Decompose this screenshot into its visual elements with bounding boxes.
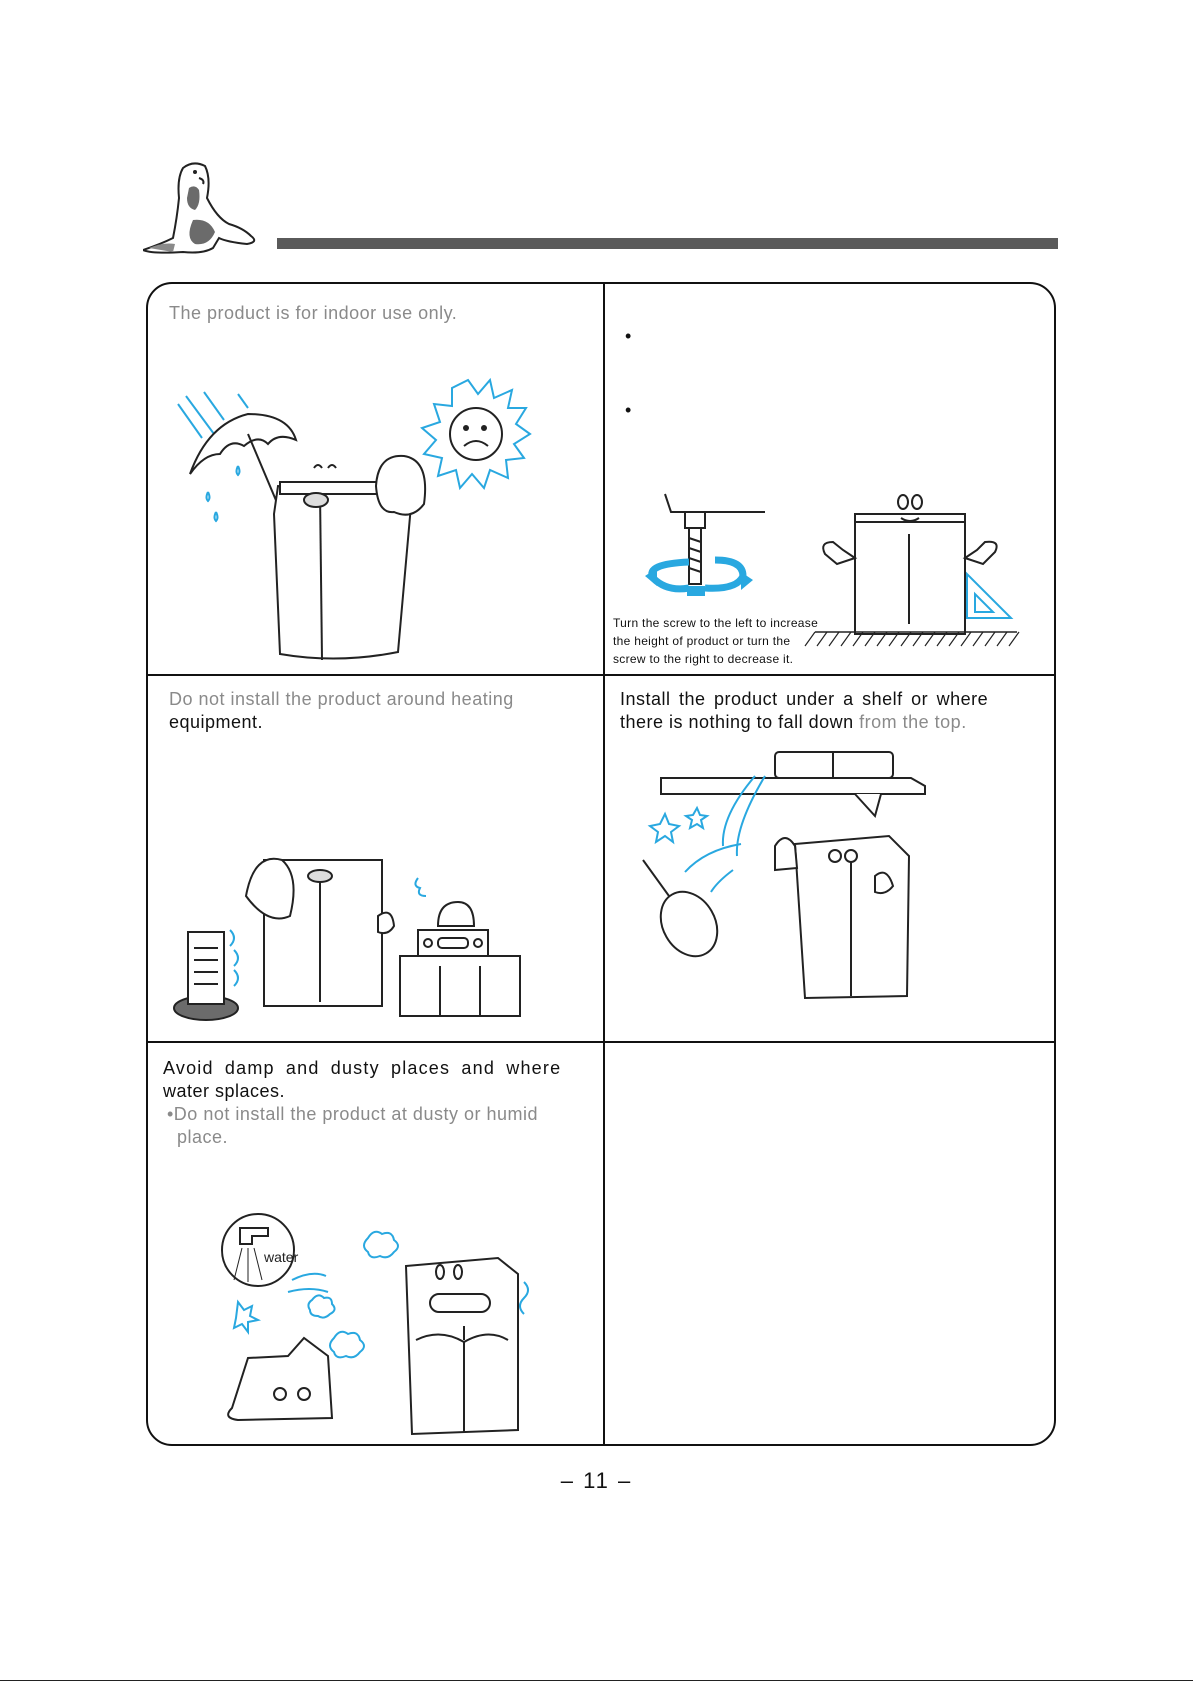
stove-icon: [400, 902, 520, 1016]
rain-icon: [178, 392, 248, 521]
damp-title-line-2: water splaces.: [163, 1081, 286, 1101]
refrigerator-character-icon: [823, 495, 996, 634]
header-bar: [277, 238, 1058, 249]
refrigerator-character-icon: [406, 1258, 518, 1434]
heat-waves-icon: [230, 930, 238, 986]
damp-subtitle-line-2: place.: [177, 1127, 229, 1147]
seal-mascot-icon: [143, 158, 268, 258]
page-number: – 11 –: [560, 1468, 633, 1493]
heater-icon: [174, 932, 238, 1020]
level-caption-line-2: the height of product or turn the: [613, 634, 791, 648]
cell-damp: [148, 1043, 603, 1446]
damp-title-line-1: Avoid damp and dusty places and where: [163, 1058, 562, 1078]
shelf-illustration: [625, 746, 1045, 1036]
frying-pan-icon: [643, 860, 729, 966]
cell-heating: [148, 676, 603, 1041]
refrigerator-character-icon: [274, 456, 425, 660]
shelf-title-dark: there is nothing to fall down: [620, 712, 860, 732]
instruction-grid: [146, 282, 1056, 1446]
cell-indoor-title: The product is for indoor use only.: [169, 303, 458, 323]
cell-empty: [605, 1043, 1056, 1446]
refrigerator-character-icon: [246, 859, 394, 1006]
steam-icon: [415, 878, 426, 896]
heating-illustration: [168, 836, 588, 1036]
cell-indoor: [148, 284, 603, 674]
sun-icon: [422, 380, 530, 488]
level-caption-line-1: Turn the screw to the left to increase: [613, 616, 819, 630]
leveling-screw-icon: [665, 494, 765, 584]
heating-title-line-1: Do not install the product around heating: [169, 689, 514, 709]
cell-leveling: [605, 284, 1056, 674]
floor-icon: [805, 632, 1025, 654]
shelf-title-line-1: Install the product under a shelf or where: [620, 689, 989, 709]
shelf-icon: [661, 752, 925, 816]
cell-shelf: [605, 676, 1056, 1041]
level-caption-line-3: screw to the right to decrease it.: [613, 652, 794, 666]
shelf-title-line-2: [620, 711, 967, 734]
level-bullet-2: •: [625, 400, 632, 420]
refrigerator-character-icon: [775, 836, 909, 998]
damp-subtitle-line-1: •Do not install the product at dusty or humid: [167, 1104, 538, 1124]
level-bullet-1: •: [625, 326, 632, 346]
heating-title-line-2: equipment.: [169, 712, 264, 732]
leveling-illustration: [605, 494, 1055, 634]
humidifier-icon: [228, 1338, 332, 1420]
set-square-icon: [967, 574, 1011, 618]
indoor-illustration: [168, 374, 588, 674]
damp-illustration: [208, 1208, 568, 1443]
bottom-border: [0, 1680, 1193, 1681]
water-label: water: [264, 1249, 299, 1265]
shelf-title-gray: from the top.: [859, 712, 967, 732]
